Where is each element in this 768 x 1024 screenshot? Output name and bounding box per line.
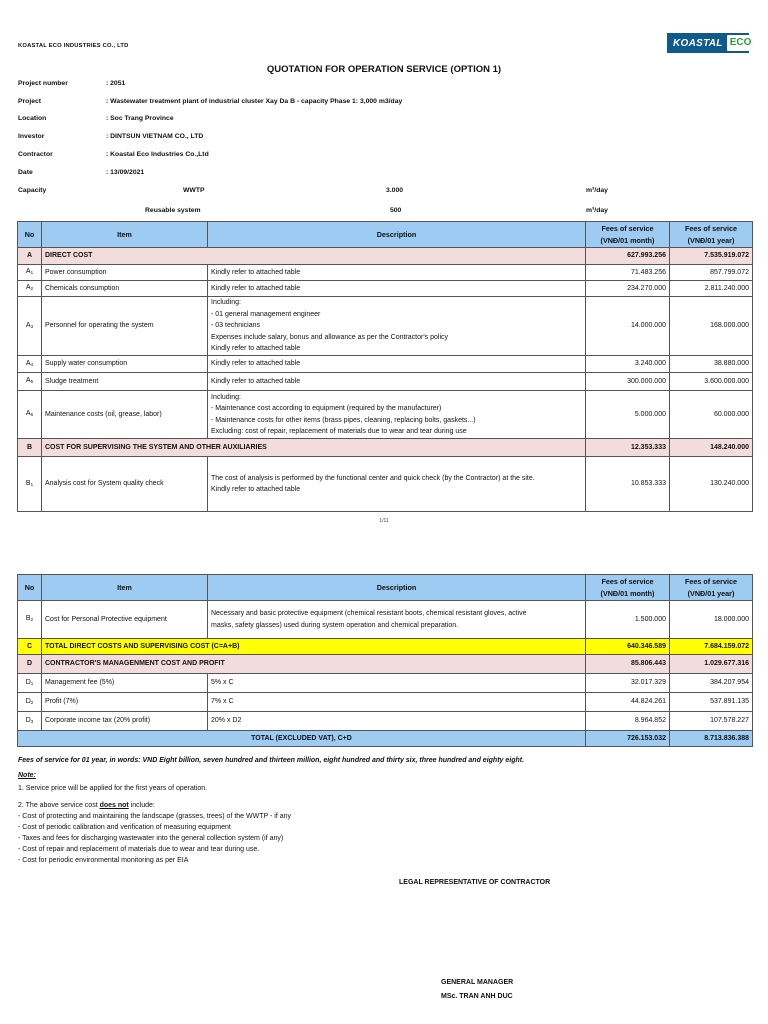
info-project — [18, 98, 402, 105]
row-no-sub: 6 — [30, 412, 34, 418]
row-no-sub: 1 — [30, 481, 34, 487]
header-item: Item — [42, 575, 208, 601]
info-value: : Wastewater treatment plant of industrial cluster Xay Da B - capacity Phase 1: 3,000 m3/day — [106, 98, 403, 105]
header-fee-month-line2: (VNĐ/01 month) — [600, 235, 655, 245]
info-date — [18, 169, 144, 176]
exclusion-item: - Taxes and fees for discharging wastewater into the general collection system (if any) — [18, 835, 284, 842]
row-item: Analysis cost for System quality check — [42, 457, 208, 512]
info-location — [18, 115, 174, 122]
header-no: No — [18, 222, 42, 248]
row-item: Profit (7%) — [42, 693, 208, 712]
description-line: - Maintenance costs for other items (brass pipes, cleaning, replacing bolts, gaskets...) — [211, 416, 476, 424]
table-header-row — [18, 575, 753, 601]
row-no — [18, 265, 42, 281]
header-fee-month-line2: (VNĐ/01 month) — [600, 588, 655, 598]
row-fee-year: 38.880.000 — [670, 356, 753, 373]
row-no — [18, 373, 42, 391]
row-no-sub: 2 — [30, 699, 34, 705]
row-fee-year: 857.799.072 — [670, 265, 753, 281]
note-1: 1. Service price will be applied for the first years of operation. — [18, 785, 208, 792]
section-row-a — [18, 248, 753, 265]
note-title: Note: — [18, 772, 36, 779]
info-value: : Soc Trang Province — [106, 115, 174, 122]
header-fee-year — [670, 222, 753, 248]
row-no-sub: 3 — [30, 323, 34, 329]
description-line: Kindly refer to attached table — [211, 486, 301, 493]
capacity-reuse-name: Reusable system — [145, 207, 201, 214]
document-title: QUOTATION FOR OPERATION SERVICE (OPTION 1) — [266, 64, 502, 75]
legal-representative-label: LEGAL REPRESENTATIVE OF CONTRACTOR — [399, 879, 551, 886]
row-description — [208, 457, 586, 512]
row-description: 20% x D2 — [208, 712, 586, 731]
table-row-a6 — [18, 391, 753, 439]
description-line: - Maintenance cost according to equipment (required by the manufacturer) — [211, 405, 442, 412]
header-fee-month — [586, 222, 670, 248]
row-no-letter: A — [25, 268, 31, 276]
row-item: Cost for Personal Protective equipment — [42, 601, 208, 639]
description-line: Expenses include salary, bonus and allowance as per the Contractor's policy — [211, 333, 449, 341]
row-no — [18, 391, 42, 439]
row-fee-year: 7.684.159.072 — [670, 639, 753, 655]
note-2-emphasis: does not — [99, 802, 129, 809]
row-fee-year: 18.000.000 — [670, 601, 753, 639]
row-fee-year: 3.600.000.000 — [670, 373, 753, 391]
info-project-number — [18, 80, 125, 87]
note-2-suffix: include: — [128, 802, 155, 809]
info-label: Location — [18, 115, 47, 122]
row-fee-year: 2.811.240.000 — [670, 281, 753, 297]
row-description: Kindly refer to attached table — [208, 265, 586, 281]
row-no — [18, 281, 42, 297]
row-fee-year: 130.240.000 — [670, 457, 753, 512]
description-line: Excluding: cost of repair, replacement of materials due to wear and tear during use — [211, 428, 467, 435]
capacity-wwtp-value: 3.000 — [386, 187, 404, 194]
row-fee-month: 14.000.000 — [586, 297, 670, 356]
description-line: Including: — [211, 299, 241, 307]
row-item: COST FOR SUPERVISING THE SYSTEM AND OTHER AUXILIARIES — [42, 439, 586, 457]
total-fee-month: 726.153.032 — [586, 731, 670, 747]
table-row-d2 — [18, 693, 753, 712]
row-fee-year: 384.207.954 — [670, 674, 753, 693]
row-fee-month: 32.017.329 — [586, 674, 670, 693]
row-fee-month: 3.240.000 — [586, 356, 670, 373]
row-fee-month: 44.824.261 — [586, 693, 670, 712]
row-fee-month: 234.270.000 — [586, 281, 670, 297]
header-description: Description — [208, 222, 586, 248]
total-row — [18, 731, 753, 747]
info-investor — [18, 133, 203, 140]
row-item: Management fee (5%) — [42, 674, 208, 693]
row-no: C — [18, 639, 42, 655]
row-fee-month: 10.853.333 — [586, 457, 670, 512]
info-contractor — [18, 151, 209, 158]
info-value: : Koastal Eco Industries Co.,Ltd — [106, 151, 209, 158]
row-fee-year: 537.891.135 — [670, 693, 753, 712]
header-no: No — [18, 575, 42, 601]
row-fee-year: 107.578.227 — [670, 712, 753, 731]
row-description: 7% x C — [208, 693, 586, 712]
row-no-sub: 5 — [30, 379, 34, 385]
row-no-sub: 4 — [30, 361, 34, 367]
table-row-a4 — [18, 356, 753, 373]
row-no: A — [18, 248, 42, 265]
row-item: TOTAL DIRECT COSTS AND SUPERVISING COST (C=A+B) — [42, 639, 586, 655]
row-no-letter: B — [25, 479, 31, 487]
row-no-sub: 3 — [30, 718, 34, 724]
row-item: Supply water consumption — [42, 356, 208, 373]
row-no — [18, 712, 42, 731]
quotation-table-page1 — [17, 221, 753, 512]
amount-in-words: Fees of service for 01 year, in words: VND Eight billion, seven hundred and thirteen million, eight hundred and thirty six, three hundred and eighty eight. — [18, 757, 525, 764]
row-item: Personnel for operating the system — [42, 297, 208, 356]
info-value: : DINTSUN VIETNAM CO., LTD — [106, 133, 204, 140]
row-description — [208, 601, 586, 639]
row-no: D — [18, 655, 42, 674]
row-no-letter: A — [25, 321, 31, 329]
row-no — [18, 674, 42, 693]
info-label: Project — [18, 98, 42, 105]
table-row-a5 — [18, 373, 753, 391]
row-no — [18, 457, 42, 512]
row-description — [208, 391, 586, 439]
exclusion-item: - Cost of protecting and maintaining the landscape (grasses, trees) of the WWTP - if any — [18, 813, 291, 820]
row-description: 5% x C — [208, 674, 586, 693]
company-name: KOASTAL ECO INDUSTRIES CO., LTD — [18, 43, 129, 49]
row-fee-year: 60.000.000 — [670, 391, 753, 439]
row-item: Corporate income tax (20% profit) — [42, 712, 208, 731]
row-fee-year: 1.029.677.316 — [670, 655, 753, 674]
row-item: DIRECT COST — [42, 248, 586, 265]
row-description: Kindly refer to attached table — [208, 356, 586, 373]
header-fee-year — [670, 575, 753, 601]
total-fee-year: 8.713.836.388 — [670, 731, 753, 747]
section-row-b — [18, 439, 753, 457]
description-line: Kindly refer to attached table — [211, 345, 301, 353]
exclusion-item: - Cost of periodic calibration and verification of measuring equipment — [18, 824, 231, 831]
capacity-wwtp-name: WWTP — [183, 187, 205, 194]
header-fee-year-line2: (VNĐ/01 year) — [687, 588, 735, 598]
note-2 — [18, 800, 155, 811]
table-row-d1 — [18, 674, 753, 693]
row-fee-month: 8.964.852 — [586, 712, 670, 731]
logo-eco-text: ECO — [727, 35, 758, 51]
row-no-letter: A — [25, 359, 31, 367]
page-number: 1/11 — [379, 518, 389, 524]
signer-name: MSc. TRAN ANH DUC — [441, 993, 513, 1000]
row-item: Maintenance costs (oil, grease, labor) — [42, 391, 208, 439]
row-fee-month: 1.500.000 — [586, 601, 670, 639]
header-fee-year-line1: Fees of service — [685, 224, 737, 233]
header-description: Description — [208, 575, 586, 601]
info-label: Investor — [18, 133, 45, 140]
capacity-reuse-unit: m³/day — [586, 207, 608, 214]
header-fee-month — [586, 575, 670, 601]
row-fee-year: 168.000.000 — [670, 297, 753, 356]
row-item: Chemicals consumption — [42, 281, 208, 297]
row-no — [18, 601, 42, 639]
row-no-letter: B — [25, 615, 31, 623]
row-no-letter: D — [25, 697, 31, 705]
row-no: B — [18, 439, 42, 457]
info-label: Date — [18, 169, 33, 176]
table-row-b1 — [18, 457, 753, 512]
info-label: Project number — [18, 80, 68, 87]
row-no — [18, 297, 42, 356]
header-fee-year-line1: Fees of service — [685, 577, 737, 586]
table-header-row — [18, 222, 753, 248]
row-description: Kindly refer to attached table — [208, 281, 586, 297]
row-item: Sludge treatment — [42, 373, 208, 391]
row-no-letter: A — [25, 377, 31, 385]
row-fee-month: 12.353.333 — [586, 439, 670, 457]
description-line: - 01 general management engineer — [211, 310, 321, 318]
description-line: Including: — [211, 393, 241, 401]
row-no-letter: D — [25, 678, 31, 686]
description-line: Necessary and basic protective equipment (chemical resistant boots, chemical resistant gloves, active — [211, 610, 527, 617]
exclusion-item: - Cost of repair and replacement of materials due to wear and tear during use. — [18, 846, 260, 853]
row-no-sub: 1 — [30, 270, 34, 276]
info-value: : 13/09/2021 — [106, 169, 145, 176]
row-no-sub: 1 — [30, 680, 34, 686]
section-row-d — [18, 655, 753, 674]
row-fee-month: 5.000.000 — [586, 391, 670, 439]
info-label: Contractor — [18, 151, 53, 158]
description-line: masks, safety glasses) used during system operation and chemical preparation. — [211, 621, 459, 629]
description-line: The cost of analysis is performed by the functional center and quick check (by the Contractor) at the site. — [211, 474, 535, 482]
capacity-wwtp-unit: m³/day — [586, 187, 608, 194]
row-fee-year: 7.535.919.072 — [670, 248, 753, 265]
header-fee-month-line1: Fees of service — [601, 577, 654, 586]
row-no-letter: A — [25, 284, 31, 292]
signer-title: GENERAL MANAGER — [441, 979, 514, 986]
capacity-reuse-value: 500 — [390, 207, 402, 214]
table-row-a3 — [18, 297, 753, 356]
company-logo — [667, 33, 752, 53]
table-row-d3 — [18, 712, 753, 731]
row-item: CONTRACTOR'S MANAGENMENT COST AND PROFIT — [42, 655, 586, 674]
row-description — [208, 297, 586, 356]
row-no-letter: D — [25, 716, 31, 724]
row-description: Kindly refer to attached table — [208, 373, 586, 391]
header-fee-year-line2: (VNĐ/01 year) — [687, 235, 735, 245]
logo-text: KOASTAL — [673, 37, 723, 49]
total-label: TOTAL (EXCLUDED VAT), C+D — [18, 731, 586, 747]
row-no-sub: 2 — [30, 617, 34, 623]
row-fee-month: 300.000.000 — [586, 373, 670, 391]
section-row-c — [18, 639, 753, 655]
note-2-prefix: 2. The above service cost — [18, 802, 100, 809]
table-row-a1 — [18, 265, 753, 281]
table-row-b2 — [18, 601, 753, 639]
description-line: - 03 technicians — [211, 322, 261, 330]
row-fee-year: 148.240.000 — [670, 439, 753, 457]
exclusion-item: - Cost for periodic environmental monitoring as per EIA — [18, 857, 189, 864]
row-no-sub: 2 — [30, 286, 34, 292]
exclusion-list — [18, 811, 291, 866]
row-item: Power consumption — [42, 265, 208, 281]
row-fee-month: 71.483.256 — [586, 265, 670, 281]
row-fee-month: 640.346.589 — [586, 639, 670, 655]
row-fee-month: 627.993.256 — [586, 248, 670, 265]
info-value: : 2051 — [106, 80, 126, 87]
row-fee-month: 85.806.443 — [586, 655, 670, 674]
header-item: Item — [42, 222, 208, 248]
header-fee-month-line1: Fees of service — [601, 224, 654, 233]
capacity-label: Capacity — [18, 187, 47, 194]
row-no-letter: A — [25, 410, 31, 418]
quotation-table-page2 — [17, 574, 753, 747]
row-no — [18, 693, 42, 712]
table-row-a2 — [18, 281, 753, 297]
row-no — [18, 356, 42, 373]
